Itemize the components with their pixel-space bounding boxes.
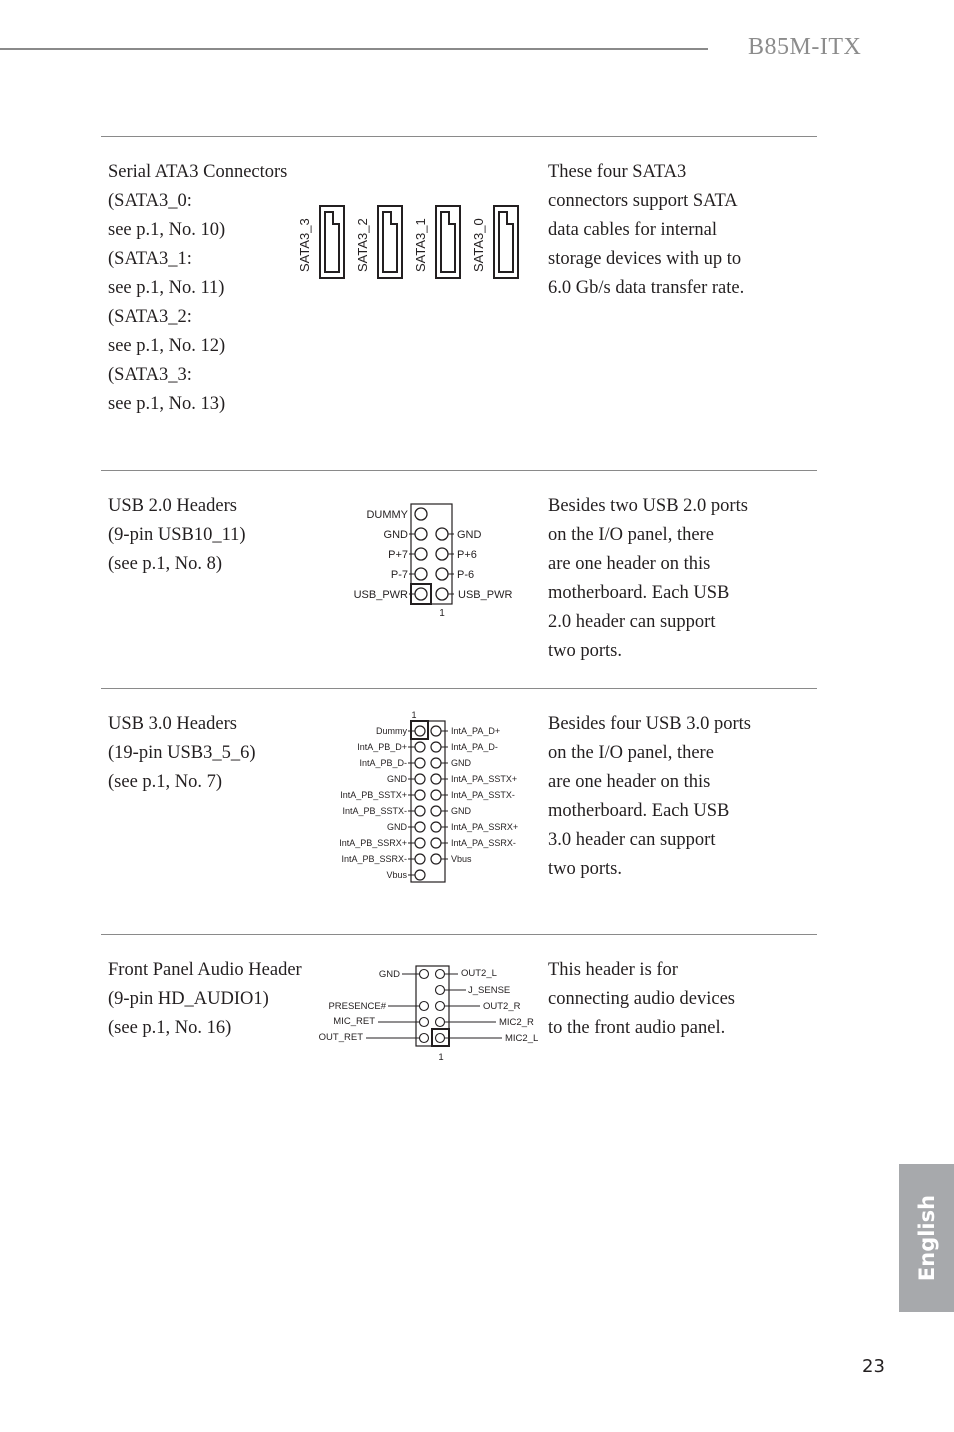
sata-ref-line: (SATA3_3:: [108, 365, 192, 385]
pin-label: Vbus: [451, 854, 472, 864]
pin-label: IntA_PB_SSRX-: [341, 854, 407, 864]
usb3-title: USB 3.0 Headers: [108, 714, 237, 734]
pin-label: Vbus: [386, 870, 407, 880]
pin-label: GND: [378, 969, 400, 980]
sata-ref-line: (SATA3_1:: [108, 249, 192, 269]
usb3-ref-line: (see p.1, No. 7): [108, 772, 223, 792]
pin-label: GND: [457, 529, 482, 541]
pin-label: IntA_PA_D+: [451, 726, 501, 736]
audio-ref-line: (see p.1, No. 16): [108, 1018, 232, 1038]
sata-connector: [355, 206, 402, 278]
sata-label: SATA3_1: [413, 218, 428, 272]
text-line: two ports.: [548, 641, 622, 661]
text-line: on the I/O panel, there: [548, 525, 714, 545]
text-line: on the I/O panel, there: [548, 743, 714, 763]
audio-ref-line: (9-pin HD_AUDIO1): [108, 989, 269, 1009]
usb3-header-diagram: [320, 706, 540, 890]
pin-label: MIC_RET: [333, 1016, 375, 1027]
section-divider: [101, 136, 817, 137]
pin-label: GND: [383, 529, 408, 541]
pin-label: MIC2_L: [505, 1033, 539, 1044]
pin-label: OUT_RET: [318, 1032, 363, 1043]
usb2-ref-line: (see p.1, No. 8): [108, 554, 223, 574]
pin-label: IntA_PA_SSTX+: [451, 774, 518, 784]
pin-label: P+7: [388, 549, 408, 561]
sata-description: [108, 158, 287, 419]
usb3-pin-grid: [415, 726, 441, 880]
text-line: are one header on this: [548, 772, 711, 792]
sata-connector: [413, 206, 460, 278]
text-line: These four SATA3: [548, 162, 687, 182]
sata-explanation: [548, 158, 744, 303]
audio-description: [108, 956, 302, 1043]
usb2-description: [108, 492, 246, 579]
page-number: 23: [862, 1356, 885, 1377]
pin-label: GND: [387, 774, 407, 784]
sata-label: SATA3_0: [471, 218, 486, 272]
text-line: storage devices with up to: [548, 249, 742, 269]
pin-label: IntA_PB_D-: [359, 758, 407, 768]
pin1-marker: 1: [439, 608, 445, 619]
pin-label: GND: [451, 806, 471, 816]
text-line: This header is for: [548, 960, 678, 980]
usb3-explanation: [548, 710, 751, 884]
sata-ref-line: (SATA3_2:: [108, 307, 192, 327]
usb3-ref-line: (19-pin USB3_5_6): [108, 743, 256, 763]
pin-label: IntA_PA_SSRX-: [451, 838, 516, 848]
text-line: Besides two USB 2.0 ports: [548, 496, 748, 516]
pin-label: IntA_PB_D+: [357, 742, 407, 752]
audio-explanation: [548, 956, 735, 1043]
sata-ref-line: see p.1, No. 12): [108, 336, 226, 356]
pin-label: MIC2_R: [499, 1017, 534, 1028]
sata-ref-line: see p.1, No. 11): [108, 278, 225, 298]
text-line: connectors support SATA: [548, 191, 738, 211]
text-line: 2.0 header can support: [548, 612, 716, 632]
section-divider: [101, 470, 817, 471]
text-line: data cables for internal: [548, 220, 717, 240]
pin-label: IntA_PB_SSTX+: [340, 790, 407, 800]
usb2-ref-line: (9-pin USB10_11): [108, 525, 246, 545]
audio-title: Front Panel Audio Header: [108, 960, 302, 980]
text-line: two ports.: [548, 859, 622, 879]
pin-label: P+6: [457, 549, 477, 561]
pin-label: OUT2_L: [461, 968, 497, 979]
pin-label: USB_PWR: [353, 589, 408, 601]
text-line: connecting audio devices: [548, 989, 735, 1009]
pin-label: USB_PWR: [458, 589, 513, 601]
text-line: to the front audio panel.: [548, 1018, 726, 1038]
language-label: English: [914, 1194, 939, 1282]
usb2-explanation: [548, 492, 748, 666]
sata-title: Serial ATA3 Connectors: [108, 162, 288, 182]
text-line: motherboard. Each USB: [548, 583, 730, 603]
pin-label: P-6: [457, 569, 475, 581]
language-tab: [899, 1164, 954, 1312]
pin1-marker: 1: [438, 1052, 444, 1063]
sata-ref-line: see p.1, No. 13): [108, 394, 226, 414]
usb2-title: USB 2.0 Headers: [108, 496, 237, 516]
usb3-description: [108, 710, 256, 797]
pin-label: PRESENCE#: [328, 1001, 386, 1012]
section-divider: [101, 688, 817, 689]
sata-label: SATA3_2: [355, 218, 370, 272]
pin-label: P-7: [390, 569, 408, 581]
sata-label: SATA3_3: [297, 218, 312, 272]
sata-ref-line: see p.1, No. 10): [108, 220, 226, 240]
text-line: are one header on this: [548, 554, 711, 574]
model-title: B85M-ITX: [748, 34, 862, 60]
text-line: 3.0 header can support: [548, 830, 716, 850]
text-line: motherboard. Each USB: [548, 801, 730, 821]
text-line: 6.0 Gb/s data transfer rate.: [548, 278, 745, 298]
audio-header-diagram: [316, 960, 546, 1064]
usb2-header-diagram: [340, 500, 540, 624]
pin-label: IntA_PA_SSRX+: [451, 822, 519, 832]
pin-label: OUT2_R: [483, 1001, 521, 1012]
text-line: Besides four USB 3.0 ports: [548, 714, 751, 734]
header-rule: [0, 48, 708, 50]
sata-ref-line: (SATA3_0:: [108, 191, 192, 211]
pin-label: IntA_PA_D-: [451, 742, 498, 752]
sata-connector: [471, 206, 518, 278]
section-divider: [101, 934, 817, 935]
pin-label: IntA_PB_SSTX-: [342, 806, 407, 816]
pin-label: GND: [451, 758, 471, 768]
pin-label: DUMMY: [366, 509, 408, 521]
pin-label: Dummy: [376, 726, 407, 736]
pin1-marker: 1: [411, 710, 417, 720]
pin-label: J_SENSE: [468, 985, 511, 996]
sata-connector-diagram: [290, 200, 530, 290]
sata-connector: [297, 206, 344, 278]
pin-label: GND: [387, 822, 407, 832]
pin-label: IntA_PB_SSRX+: [339, 838, 407, 848]
pin-label: IntA_PA_SSTX-: [451, 790, 515, 800]
